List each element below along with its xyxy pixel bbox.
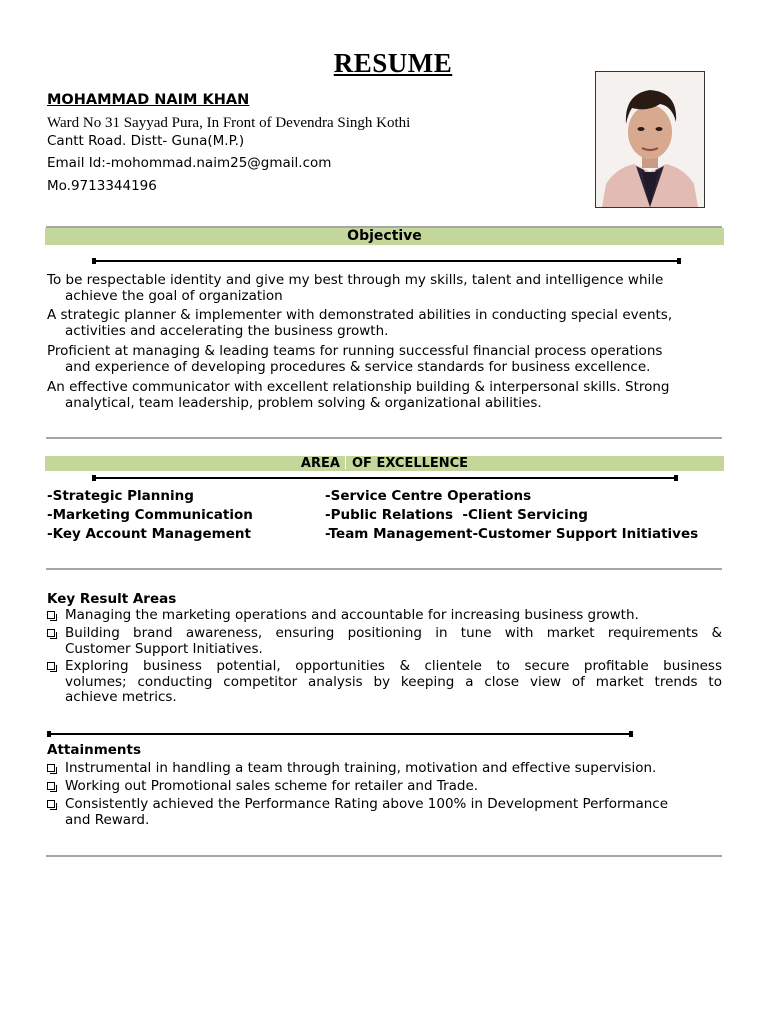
- excellence-item: -Public Relations -Client Servicing: [325, 507, 588, 523]
- excellence-item: -Marketing Communication: [47, 507, 253, 523]
- key-result-areas-heading: Key Result Areas: [47, 591, 177, 607]
- objective-item: Proficient at managing & leading teams for running successful financial process operations and experience of developing procedures & service standards for business excellence.: [47, 343, 663, 375]
- decorative-rule: [92, 475, 678, 481]
- objective-item: A strategic planner & implementer with demonstrated abilities in conducting special events, activities and accelerating the business growth.: [47, 307, 673, 339]
- excellence-item: -Strategic Planning: [47, 488, 194, 504]
- checkbox-bullet-icon: [47, 629, 55, 637]
- checkbox-bullet-icon: [47, 662, 55, 670]
- list-item: Working out Promotional sales scheme for retailer and Trade.: [47, 779, 722, 795]
- candidate-name: MOHAMMAD NAIM KHAN: [47, 92, 250, 108]
- divider: [46, 437, 722, 439]
- portrait-icon: [596, 72, 704, 207]
- checkbox-bullet-icon: [47, 800, 55, 808]
- list-item: Building brand awareness, ensuring positioning in tune with market requirements & Customer Support Initiatives.: [47, 626, 722, 657]
- excellence-heading: AREA OF EXCELLENCE: [45, 456, 724, 471]
- excellence-item: -Service Centre Operations: [325, 488, 532, 504]
- mobile-line: Mo.9713344196: [47, 178, 157, 194]
- checkbox-bullet-icon: [47, 611, 55, 619]
- address-line-1: Ward No 31 Sayyad Pura, In Front of Devendra Singh Kothi: [47, 115, 411, 131]
- list-item: Consistently achieved the Performance Rating above 100% in Development Performance and Reward.: [47, 797, 722, 828]
- list-item: Instrumental in handling a team through training, motivation and effective supervision.: [47, 761, 722, 777]
- objective-item: To be respectable identity and give my best through my skills, talent and intelligence while achieve the goal of organization: [47, 272, 664, 304]
- address-line-2: Cantt Road. Distt- Guna(M.P.): [47, 133, 245, 149]
- email-line: Email Id:-mohommad.naim25@gmail.com: [47, 155, 332, 171]
- list-item: Managing the marketing operations and accountable for increasing business growth.: [47, 608, 722, 624]
- divider: [46, 568, 722, 570]
- profile-photo: [595, 71, 705, 208]
- list-item: Exploring business potential, opportunities & clientele to secure profitable business volumes; conducting competitor analysis by keeping a close view of market trends to achieve metrics.: [47, 659, 722, 706]
- decorative-rule: [47, 731, 633, 737]
- decorative-rule: [92, 258, 681, 264]
- checkbox-bullet-icon: [47, 782, 55, 790]
- checkbox-bullet-icon: [47, 764, 55, 772]
- objective-heading: Objective: [45, 228, 724, 245]
- excellence-item: -Team Management-Customer Support Initiatives: [325, 526, 699, 542]
- attainments-heading: Attainments: [47, 742, 142, 758]
- divider: [46, 855, 722, 857]
- excellence-item: -Key Account Management: [47, 526, 251, 542]
- resume-title: RESUME: [333, 48, 453, 78]
- objective-item: An effective communicator with excellent relationship building & interpersonal skills. Strong analytical, team leadership, problem solving & organizational abilities.: [47, 379, 670, 411]
